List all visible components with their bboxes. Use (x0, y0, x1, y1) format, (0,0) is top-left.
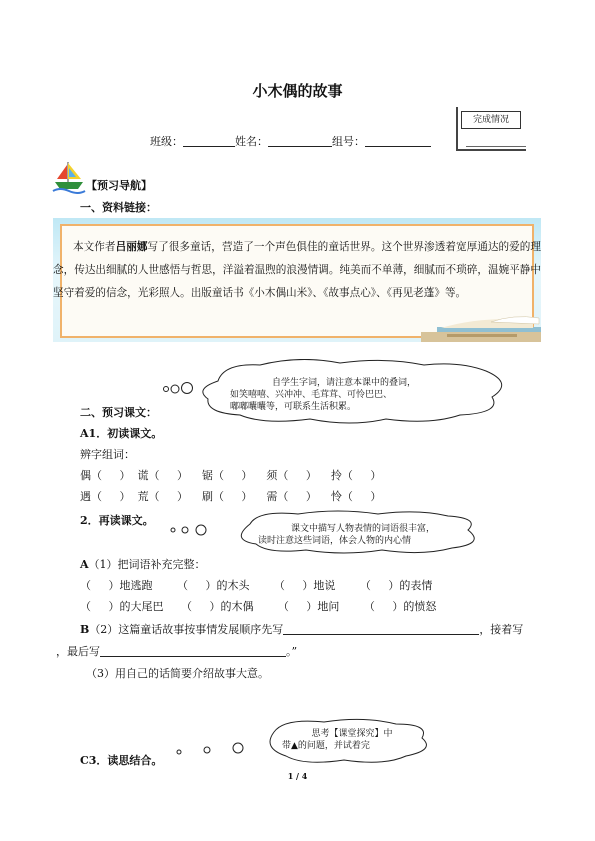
group-label: 组号： (332, 135, 365, 148)
books-illustration (341, 314, 541, 342)
completion-stamp (456, 107, 526, 151)
preview-heading: 【预习导航】 (86, 179, 152, 192)
cloud-3-text: 思考【课堂探究】中 带▲的问题，并试着完 (282, 729, 393, 751)
a1-subheading: 辨字组词： (80, 448, 135, 461)
sequence-blank-2[interactable] (100, 645, 286, 657)
name-blank[interactable] (268, 135, 332, 147)
class-label: 班级： (150, 135, 183, 148)
fill-row-2: （ ）的大尾巴 （ ）的木偶 （ ）地问 （ ）的愤怒 (80, 600, 437, 613)
sailboat-icon (52, 160, 86, 194)
summary-question: （3）用自己的话简要介绍故事大意。 (86, 667, 269, 680)
word-row-2: 遇（ ） 荒（ ） 刷（ ） 需（ ） 怜（ ） (80, 490, 382, 503)
a1-heading: A1．初读课文。 (80, 427, 163, 440)
page-title: 小木偶的故事 (252, 82, 343, 100)
cloud-1-text: 自学生字词，请注意本课中的叠词， 如笑嘻嘻、兴冲冲、毛茸茸、可怜巴巴、 嘟嘟囔囔等，可联系生活积累。 (230, 378, 416, 412)
sequence-question: B（2）这篇童话故事按事情发展顺序先写 ，接着写 (80, 623, 524, 636)
word-row-1: 偶（ ） 谎（ ） 锯（ ） 须（ ） 拎（ ） (80, 469, 382, 482)
reread-heading: 2．再读课文。 (80, 514, 154, 527)
c3-heading: C3．读思结合。 (80, 754, 163, 767)
group-blank[interactable] (365, 135, 431, 147)
section-preview-text: 二、预习课文： (80, 406, 157, 419)
sequence-question-cont: ，最后写 。” (56, 645, 298, 658)
class-blank[interactable] (183, 135, 235, 147)
resource-box (53, 218, 541, 342)
sequence-blank-1[interactable] (283, 623, 479, 635)
cloud-2-text: 课文中描写人物表情的词语很丰富， 读时注意这些词语，体会人物的内心情 (258, 524, 435, 546)
resource-text: 本文作者吕丽娜写了很多童话，营造了一个声色俱佳的童话世界。这个世界渗透着宽厚通达的爱的理念，传达出细腻的人世感悟与哲思，洋溢着温煦的浪漫情调。纯美而不单薄，细腻而不琐碎，温婉平静中坚守着爱的信念，光彩照人。出版童话书《小木偶山米》、《故事点心》、《再见老蓬》等。 (53, 241, 542, 299)
section-resources: 一、资料链接： (80, 201, 157, 214)
fill-row-1: （ ）地逃跑 （ ）的木头 （ ）地说 （ ）的表情 (80, 579, 433, 592)
page-number: 1 / 4 (287, 771, 308, 781)
student-info-row (150, 133, 431, 149)
fill-heading: A（1）把词语补充完整： (80, 558, 206, 571)
completion-stamp-label: 完成情况 (461, 111, 521, 129)
author-name: 吕丽娜 (115, 241, 148, 253)
name-label: 姓名： (235, 135, 268, 148)
